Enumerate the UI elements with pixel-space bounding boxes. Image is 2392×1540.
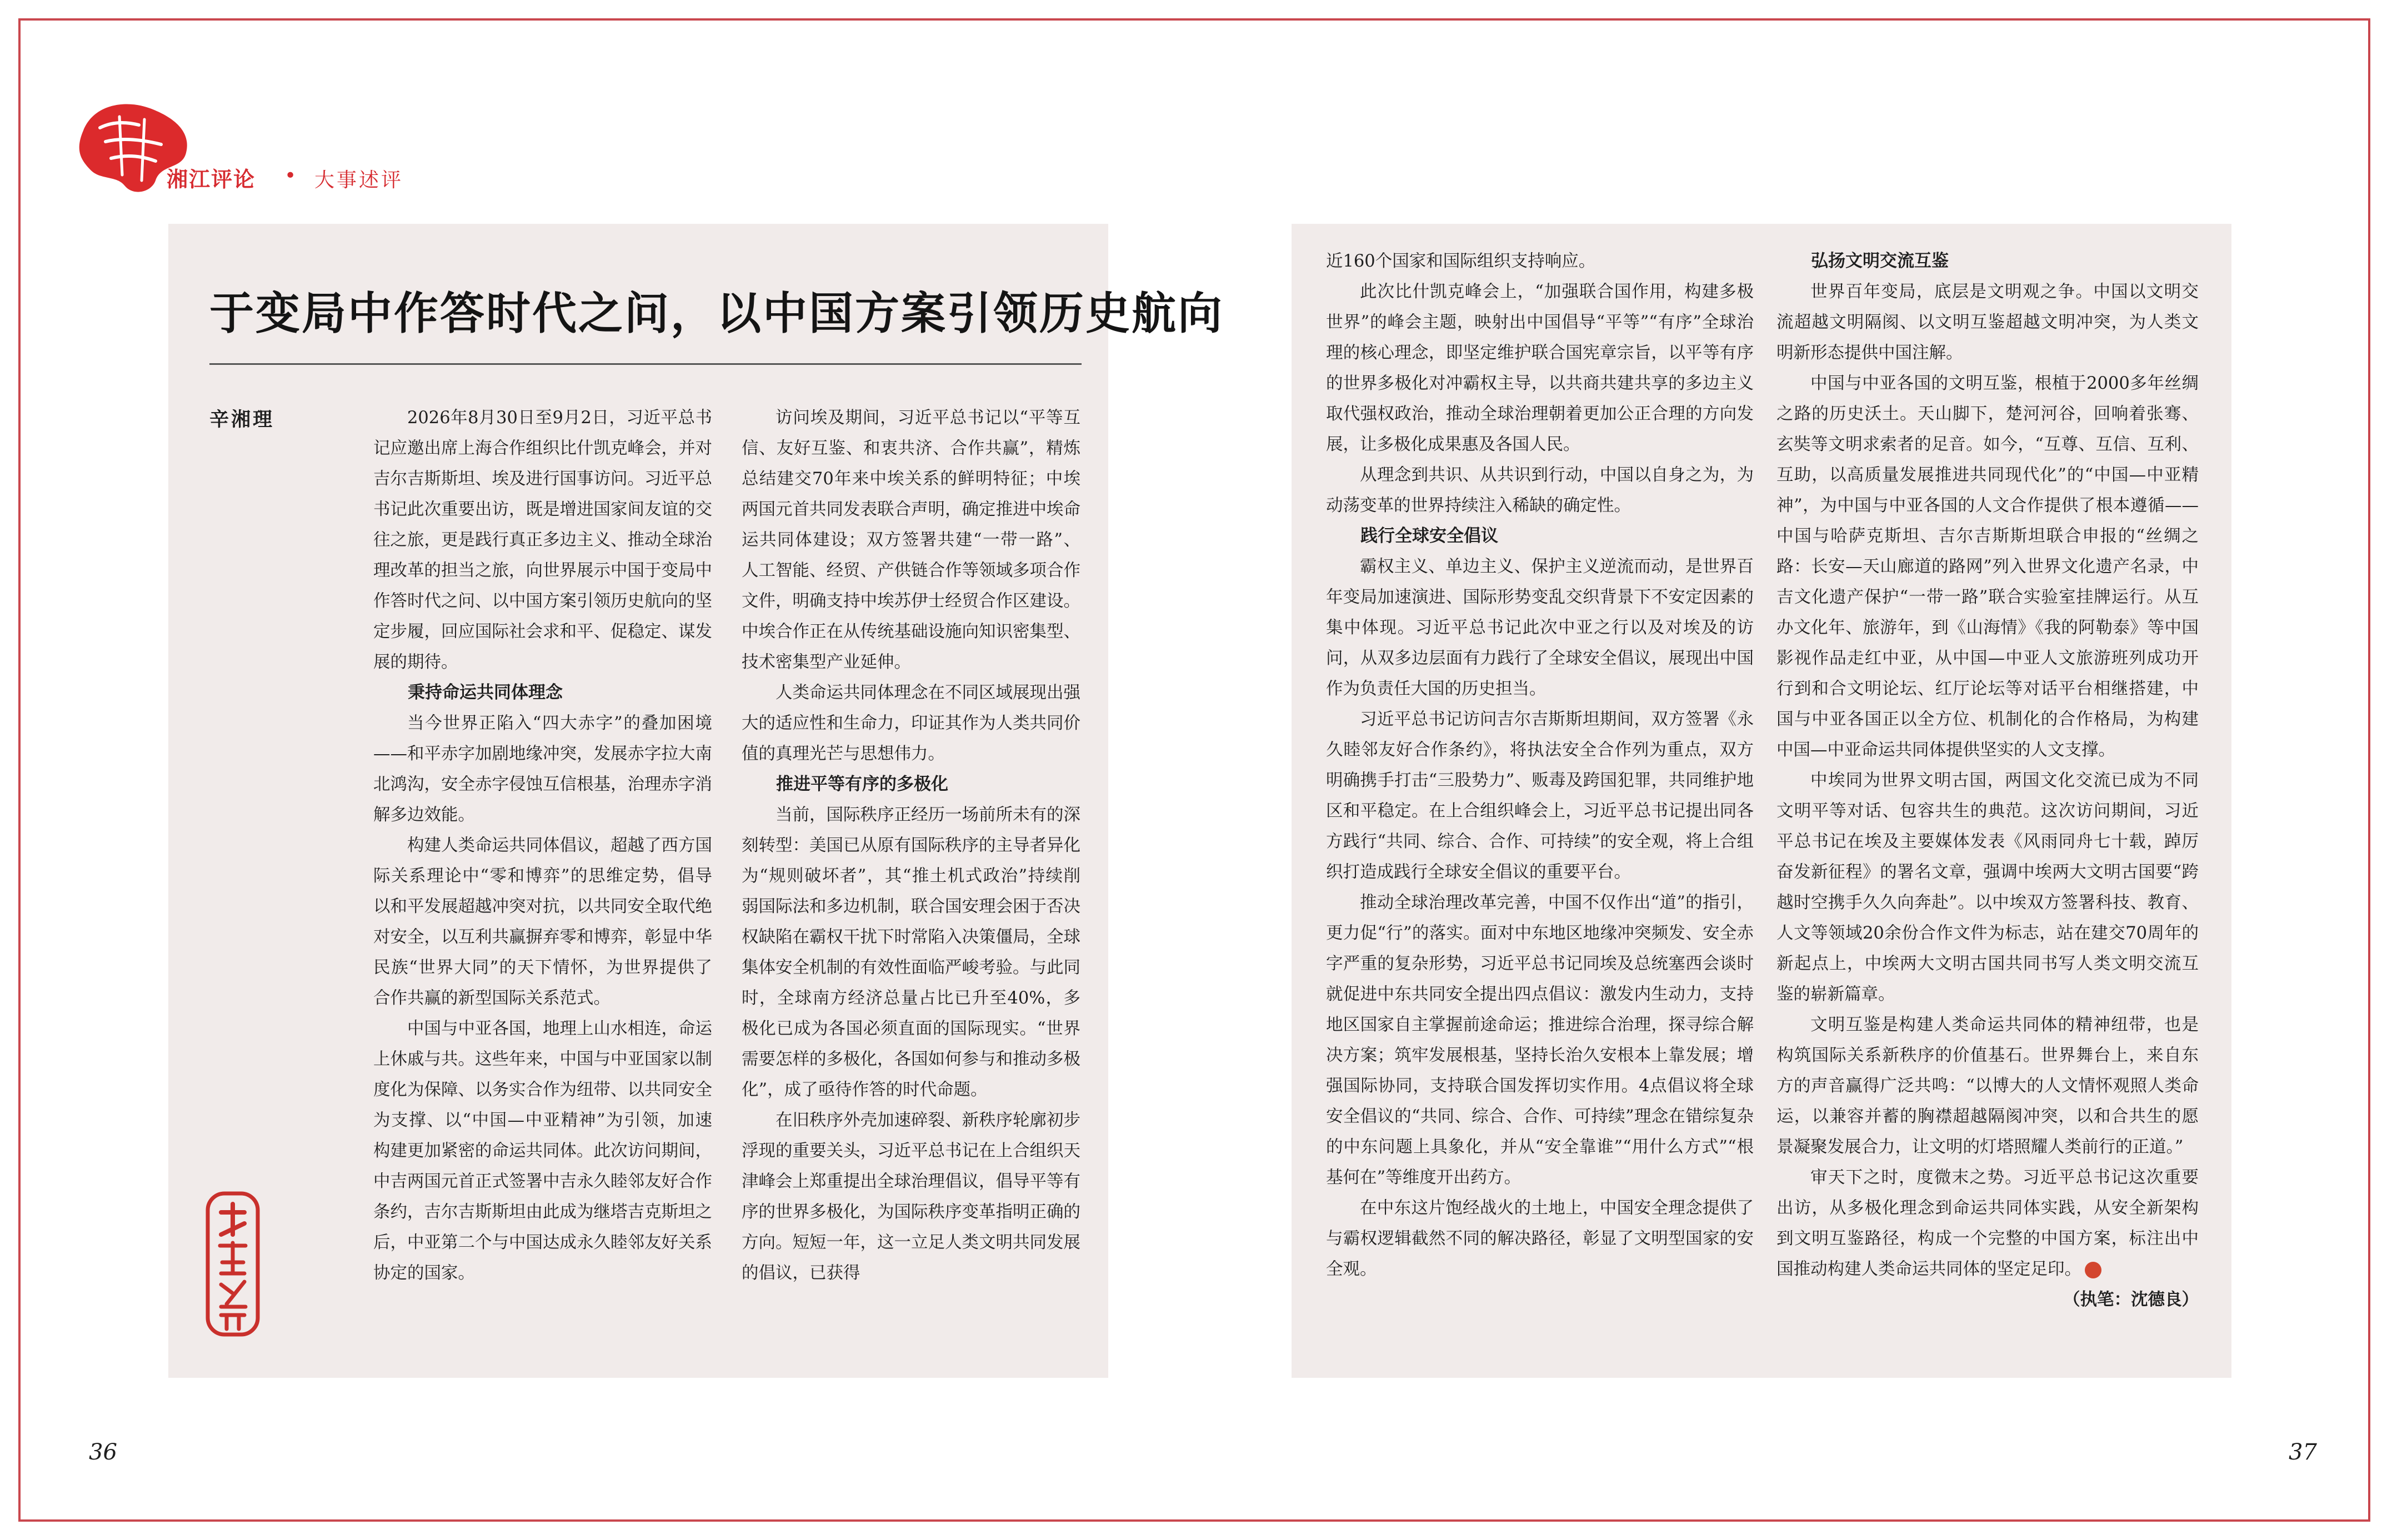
paragraph: 推动全球治理改革完善，中国不仅作出“道”的指引，更力促“行”的落实。面对中东地区地缘冲突频发、安全赤字严重的复杂形势，习近平总书记同埃及总统塞西会谈时就促进中东共同安全提出四点倡议：激发内生动力，支持地区国家自主掌握前途命运；推进综合治理，探寻综合解决方案；筑牢发展根基，坚持长治久安根本上靠发展；增强国际协同，支持联合国发挥切实作用。4点倡议将全球安全倡议的“共同、综合、合作、可持续”理念在错综复杂的中东问题上具象化，并从“安全靠谁”“用什么方式”“根基何在”等维度开出药方。 — [1326, 893, 1754, 1187]
paragraph: 2026年8月30日至9月2日，习近平总书记应邀出席上海合作组织比什凯克峰会，并对吉尔吉斯斯坦、埃及进行国事访问。习近平总书记此次重要出访，既是增进国家间友谊的交往之旅，更是践行真正多边主义、推动全球治理改革的担当之旅，向世界展示中国于变局中作答时代之问、以中国方案引领历史航向的坚定步履，回应国际社会求和平、促稳定、谋发展的期待。 — [373, 408, 712, 672]
paragraph: 访问埃及期间，习近平总书记以“平等互信、友好互鉴、和衷共济、合作共赢”，精炼总结建交70年来中埃关系的鲜明特征；中埃两国元首共同发表联合声明，确定推进中埃命运共同体建设；双方签署共建“一带一路”、人工智能、经贸、产供链合作等领域多项合作文件，明确支持中埃苏伊士经贸合作区建设。中埃合作正在从传统基础设施向知识密集型、技术密集型产业延伸。 — [742, 408, 1080, 672]
paragraph: 在中东这片饱经战火的土地上，中国安全理念提供了与霸权逻辑截然不同的解决路径，彰显了文明型国家的安全观。 — [1326, 1198, 1754, 1279]
paragraph: 霸权主义、单边主义、保护主义逆流而动，是世界百年变局加速演进、国际形势变乱交织背景下不安定因素的集中体现。习近平总书记此次中亚之行以及对埃及的访问，从双多边层面有力践行了全球安全倡议，展现出中国作为负责任大国的历史担当。 — [1326, 557, 1754, 699]
paragraph: 中国与中亚各国的文明互鉴，根植于2000多年丝绸之路的历史沃土。天山脚下，楚河河谷，回响着张骞、玄奘等文明求索者的足音。如今，“互尊、互信、互利、互助，以高质量发展推进共同现代化”的“中国—中亚精神”，为中国与中亚各国的人文合作提供了根本遵循——中国与哈萨克斯坦、吉尔吉斯斯坦联合申报的“丝绸之路：长安—天山廊道的路网”列入世界文化遗产名录，中吉文化遗产保护“一带一路”联合实验室挂牌运行。从互办文化年、旅游年，到《山海情》《我的阿勒泰》等中国影视作品走红中亚，从中国—中亚人文旅游班列成功开行到和合文明论坛、红厅论坛等对话平台相继搭建，中国与中亚各国正以全方位、机制化的合作格局，为构建中国—中亚命运共同体提供坚实的人文支撑。 — [1777, 374, 2199, 760]
article-title: 于变局中作答时代之问，以中国方案引领历史航向 — [209, 287, 1224, 339]
section-name: 湘江评论 — [167, 167, 256, 192]
paragraph: 从理念到共识、从共识到行动，中国以自身之为，为动荡变革的世界持续注入稀缺的确定性。 — [1326, 465, 1754, 515]
paragraph: 习近平总书记访问吉尔吉斯斯坦期间，双方签署《永久睦邻友好合作条约》，将执法安全合作列为重点，双方明确携手打击“三股势力”、贩毒及跨国犯罪，共同维护地区和平稳定。在上合组织峰会上，习近平总书记提出同各方践行“共同、综合、合作、可持续”的安全观，将上合组织打造成践行全球安全倡议的重要平台。 — [1326, 710, 1754, 882]
page-number-right: 37 — [2289, 1439, 2317, 1465]
section-heading: 秉持命运共同体理念 — [408, 683, 563, 703]
paragraph: 当前，国际秩序正经历一场前所未有的深刻转型：美国已从原有国际秩序的主导者异化为“规则破坏者”，其“推土机式政治”持续削弱国际法和多边机制，联合国安理会困于否决权缺陷在霸权干扰下时常陷入决策僵局，全球集体安全机制的有效性面临严峻考验。与此同时，全球南方经济总量占比已升至40%，多极化已成为各国必须直面的国际现实。“世界需要怎样的多极化，各国如何参与和推动多极化”，成了亟待作答的时代命题。 — [742, 805, 1080, 1100]
paragraph: 审天下之时，度微末之势。习近平总书记这次重要出访，从多极化理念到命运共同体实践，从安全新架构到文明互鉴路径，构成一个完整的中国方案，标注出中国推动构建人类命运共同体的坚定足印。 — [1777, 1168, 2199, 1279]
text-column-1 — [373, 403, 712, 1288]
text-column-3 — [1326, 246, 1754, 1285]
article-author: 辛湘理 — [209, 408, 275, 431]
text-column-4 — [1777, 246, 2199, 1315]
section-heading: 推进平等有序的多极化 — [776, 774, 948, 794]
dashi-shuping-seal-icon — [204, 1190, 261, 1338]
paragraph: 人类命运共同体理念在不同区域展现出强大的适应性和生命力，印证其作为人类共同价值的真理光芒与思想伟力。 — [742, 683, 1080, 764]
paragraph: 中国与中亚各国，地理上山水相连，命运上休戚与共。这些年来，中国与中亚国家以制度化为保障、以务实合作为纽带、以共同安全为支撑、以“中国—中亚精神”为引领，加速构建更加紧密的命运共同体。此次访问期间，中吉两国元首正式签署中吉永久睦邻友好合作条约，吉尔吉斯斯坦由此成为继塔吉克斯坦之后，中亚第二个与中国达成永久睦邻友好关系协定的国家。 — [373, 1019, 712, 1283]
header-separator: • — [284, 164, 297, 187]
paragraph: 中埃同为世界文明古国，两国文化交流已成为不同文明平等对话、包容共生的典范。这次访问期间，习近平总书记在埃及主要媒体发表《风雨同舟七十载，踔厉奋发新征程》的署名文章，强调中埃两大文明古国要“跨越时空携手久久向奔赴”。以中埃双方签署科技、教育、人文等领域20余份合作文件为标志，站在建交70周年的新起点上，中埃两大文明古国共同书写人类文明交流互鉴的崭新篇章。 — [1777, 771, 2199, 1004]
paragraph: 此次比什凯克峰会上，“加强联合国作用，构建多极世界”的峰会主题，映射出中国倡导“平等”“有序”全球治理的核心理念，即坚定维护联合国宪章宗旨，以平等有序的世界多极化对冲霸权主导，以共商共建共享的多边主义取代强权政治，推动全球治理朝着更加公正合理的方向发展，让多极化成果惠及各国人民。 — [1326, 282, 1754, 454]
paragraph: 文明互鉴是构建人类命运共同体的精神纽带，也是构筑国际关系新秩序的价值基石。世界舞台上，来自东方的声音赢得广泛共鸣：“以博大的人文情怀观照人类命运，以兼容并蓄的胸襟超越隔阂冲突，以和合共生的愿景凝聚发展合力，让文明的灯塔照耀人类前行的正道。” — [1777, 1015, 2199, 1157]
text-column-2 — [742, 403, 1080, 1288]
paragraph: 当今世界正陷入“四大赤字”的叠加困境——和平赤字加剧地缘冲突，发展赤字拉大南北鸿沟，安全赤字侵蚀互信根基，治理赤字消解多边效能。 — [373, 714, 712, 825]
byline: （执笔：沈德良） — [2063, 1290, 2199, 1310]
section-heading: 弘扬文明交流互鉴 — [1811, 251, 1949, 271]
paragraph: 近160个国家和国际组织支持响应。 — [1326, 252, 1596, 271]
paragraph: 世界百年变局，底层是文明观之争。中国以文明交流超越文明隔阂、以文明互鉴超越文明冲突，为人类文明新形态提供中国注解。 — [1777, 282, 2199, 363]
paragraph: 在旧秩序外壳加速碎裂、新秩序轮廓初步浮现的重要关头，习近平总书记在上合组织天津峰会上郑重提出全球治理倡议，倡导平等有序的世界多极化，为国际秩序变革指明正确的方向。短短一年，这一立足人类文明共同发展的倡议，已获得 — [742, 1111, 1080, 1283]
subsection-name: 大事述评 — [314, 169, 404, 192]
end-mark-icon — [2085, 1262, 2101, 1278]
section-heading: 践行全球安全倡议 — [1360, 526, 1498, 546]
paragraph: 构建人类命运共同体倡议，超越了西方国际关系理论中“零和博弈”的思维定势，倡导以和平发展超越冲突对抗，以共同安全取代绝对安全，以互利共赢摒弃零和博弈，彰显中华民族“世界大同”的天下情怀，为世界提供了合作共赢的新型国际关系范式。 — [373, 836, 712, 1008]
title-divider — [209, 363, 1082, 365]
page-number-left: 36 — [89, 1439, 117, 1465]
